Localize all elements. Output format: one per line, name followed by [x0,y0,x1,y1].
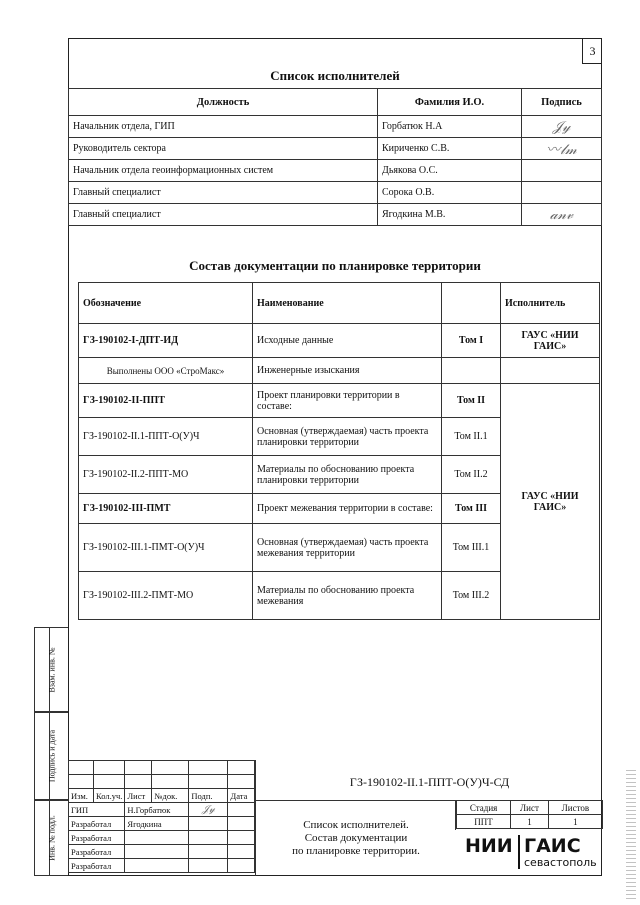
table-row [69,845,255,859]
stamp-name: Н.Горбатюк [125,803,189,817]
stage-value: ППТ [457,815,511,829]
table-row [79,358,600,384]
doc-volume: Том III.2 [442,572,501,620]
executor-name: Ягодкина М.В. [378,204,522,226]
doc-title: Проект планировки территории в составе: [253,384,442,418]
side-field-inv-orig [34,800,68,876]
signature-image: 〰𝓁𝓂 [522,138,602,160]
documentation-table [78,282,600,620]
logo-city: севастополь [524,856,597,869]
doc-volume: Том III [442,494,501,524]
stamp-name: Ягодкина [125,817,189,831]
stage-block [455,800,603,830]
doc-title: Основная (утверждаемая) часть проекта планировки территории [253,418,442,456]
executor-name: Кириченко С.В. [378,138,522,160]
documentation-title: Состав документации по планировке территории [189,258,481,273]
executor-name: Горбатюк Н.А [378,116,522,138]
doc-title: Основная (утверждаемая) часть проекта межевания территории [253,524,442,572]
doc-title: Проект межевания территории в составе: [253,494,442,524]
header-name: Фамилия И.О. [378,89,522,116]
document-description: Список исполнителей. Состав документации по планировке территории. [255,800,456,876]
logo-nii: НИИ [465,835,513,857]
side-field-signature-date [34,712,68,800]
table-row [69,160,602,182]
table-row [69,138,602,160]
stamp-name [125,859,189,873]
doc-code: ГЗ-190102-II-ППТ [79,384,253,418]
side-field-replace-inv [34,627,68,712]
executor-position: Главный специалист [69,204,378,226]
table-row [79,384,600,418]
col-header: Изм. [69,789,94,803]
header-title: Наименование [253,283,442,324]
doc-title: Инженерные изыскания [253,358,442,384]
header-signature: Подпись [522,89,602,116]
stage-header: Стадия [457,801,511,815]
doc-title: Исходные данные [253,324,442,358]
sheet-value: 1 [511,815,549,829]
document-code: ГЗ-190102-II.1-ППТ-О(У)Ч-СД [255,760,603,801]
header-designation: Обозначение [79,283,253,324]
col-header: Кол.уч. [94,789,125,803]
doc-code: ГЗ-190102-III.1-ПМТ-О(У)Ч [79,524,253,572]
doc-executor-merged: ГАУС «НИИ ГАИС» [501,384,600,620]
executor-position: Главный специалист [69,182,378,204]
doc-code: ГЗ-190102-III.2-ПМТ-МО [79,572,253,620]
table-row [69,803,255,817]
doc-volume: Том II [442,384,501,418]
stamp-name [125,845,189,859]
side-label: Взам. инв. № [47,646,56,693]
stamp-role: Разработал [69,831,125,845]
header-position: Должность [69,89,378,116]
header-executor: Исполнитель [501,283,600,324]
signature-image: 𝒶𝓃𝓋 [522,204,602,226]
table-row [69,116,602,138]
header-volume [442,283,501,324]
doc-code: ГЗ-190102-I-ДПТ-ИД [79,324,253,358]
table-row [79,324,600,358]
doc-code: ГЗ-190102-II.2-ППТ-МО [79,456,253,494]
table-row [69,831,255,845]
doc-volume: Том II.1 [442,418,501,456]
executors-table [68,88,602,226]
executor-name: Сорока О.В. [378,182,522,204]
doc-code: Выполнены ООО «СтроМакс» [79,358,253,384]
doc-title: Материалы по обоснованию проекта планировки территории [253,456,442,494]
stamp-role: Разработал [69,817,125,831]
col-header: Дата [228,789,255,803]
sheet-header: Лист [511,801,549,815]
logo-gais: ГАИС [524,835,581,857]
table-row [69,204,602,226]
side-label: Подпись и дата [47,729,56,783]
doc-executor: ГАУС «НИИ ГАИС» [501,324,600,358]
executor-position: Руководитель сектора [69,138,378,160]
company-logo [462,832,598,872]
stamp-role: Разработал [69,859,125,873]
executor-name: Дьякова О.С. [378,160,522,182]
scan-edge-artifact [626,770,636,900]
executor-position: Начальник отдела, ГИП [69,116,378,138]
revision-grid [68,760,255,873]
doc-volume: Том I [442,324,501,358]
doc-title: Материалы по обоснованию проекта межевания [253,572,442,620]
table-row [69,817,255,831]
signature-image: 𝒥𝓎 [522,116,602,138]
sheets-header: Листов [548,801,602,815]
page-number: 3 [582,39,602,64]
side-label: Инв. № подл. [47,815,56,861]
stamp-role: Разработал [69,845,125,859]
stamp-role: ГИП [69,803,125,817]
doc-volume: Том III.1 [442,524,501,572]
doc-volume: Том II.2 [442,456,501,494]
signature-image: 𝒥𝓎 [189,803,228,817]
col-header: №док. [152,789,189,803]
doc-code: ГЗ-190102-III-ПМТ [79,494,253,524]
executors-title: Список исполнителей [270,68,400,83]
table-row [69,859,255,873]
doc-code: ГЗ-190102-II.1-ППТ-О(У)Ч [79,418,253,456]
col-header: Подп. [189,789,228,803]
col-header: Лист [125,789,152,803]
table-row [69,182,602,204]
sheets-value: 1 [548,815,602,829]
executor-position: Начальник отдела геоинформационных систем [69,160,378,182]
stamp-name [125,831,189,845]
